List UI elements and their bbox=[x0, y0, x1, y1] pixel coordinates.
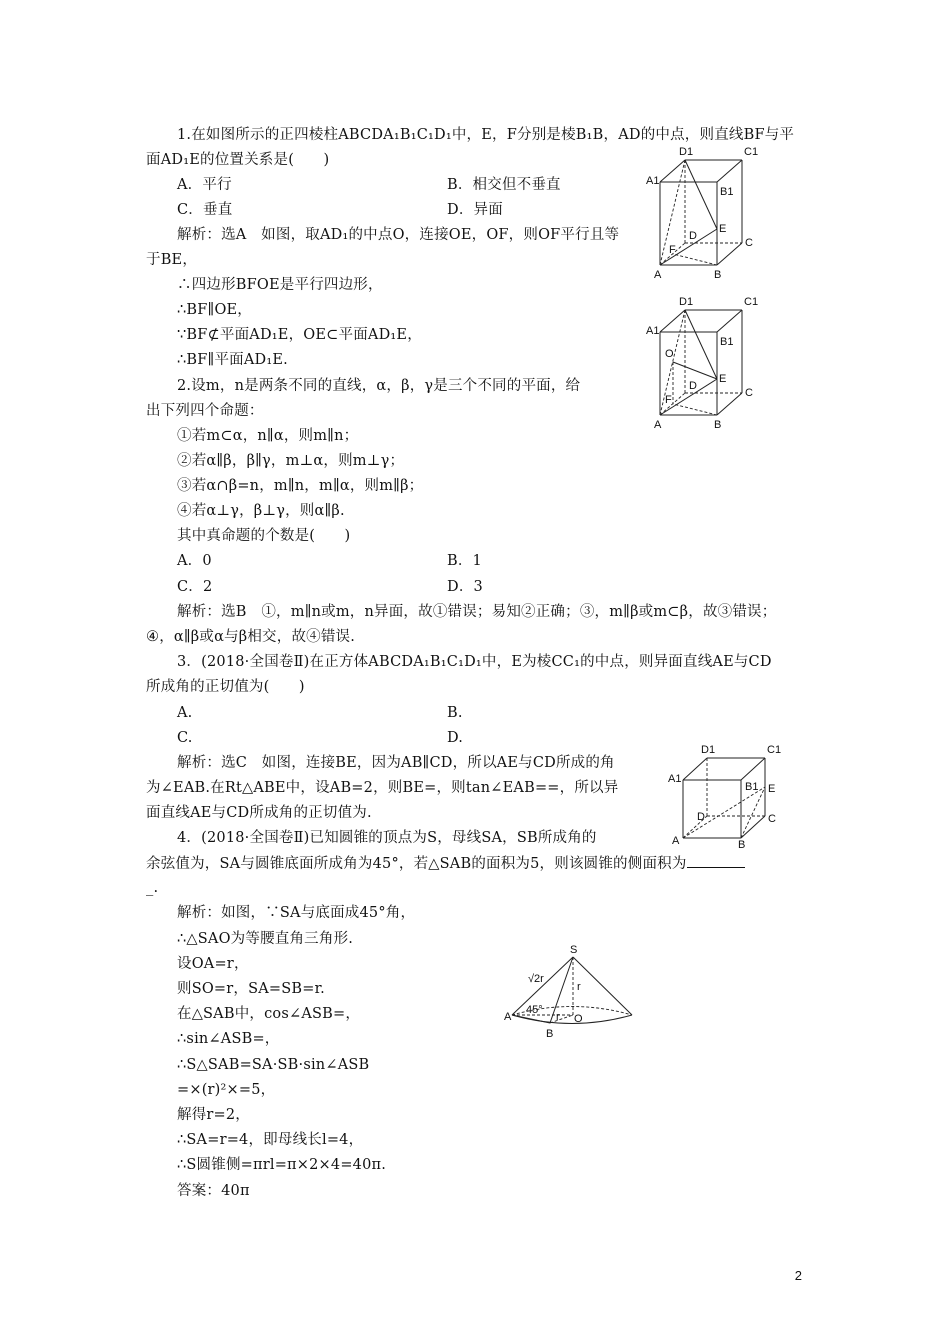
q1-option-a: A．平行 bbox=[177, 177, 232, 193]
q1-line2: 面AD₁E的位置关系是( ) bbox=[146, 152, 330, 168]
q3-option-a: A. bbox=[177, 705, 193, 721]
q4-solution-line10: ∴SA=r=4，即母线长l=4， bbox=[177, 1132, 364, 1148]
label-e: E bbox=[719, 373, 727, 385]
label-sa-length: √2r bbox=[528, 973, 544, 985]
q3-option-b: B. bbox=[447, 705, 463, 721]
label-a1: A1 bbox=[646, 175, 660, 187]
q4-line2 bbox=[146, 853, 745, 874]
prism-figure-2 bbox=[645, 290, 795, 435]
label-b1: B1 bbox=[720, 336, 734, 348]
label-c: C bbox=[745, 237, 753, 249]
page-number: 2 bbox=[794, 1268, 802, 1283]
q4-solution-line2: ∴△SAO为等腰直角三角形. bbox=[177, 931, 354, 947]
q1-option-b: B．相交但不垂直 bbox=[447, 177, 561, 193]
q2-option-b: B．1 bbox=[447, 553, 482, 569]
q3-solution-line1: 解析：选C 如图，连接BE，因为AB∥CD，所以AE与CD所成的角 bbox=[177, 755, 615, 771]
label-a: A bbox=[672, 835, 680, 847]
q2-question: 其中真命题的个数是( ) bbox=[177, 528, 351, 544]
label-oa-length: r bbox=[556, 1011, 560, 1023]
q2-prop1: ①若m⊂α，n∥α，则m∥n； bbox=[177, 428, 359, 444]
label-c1: C1 bbox=[767, 744, 782, 756]
q2-prop3: ③若α∩β=n，m∥n，m∥α，则m∥β； bbox=[177, 478, 424, 494]
label-c1: C1 bbox=[744, 146, 759, 158]
label-f: F bbox=[665, 394, 672, 406]
q1-line1: 1.在如图所示的正四棱柱ABCDA₁B₁C₁D₁中，E，F分别是棱B₁B，AD的中点，则直线BF与平 bbox=[177, 127, 795, 143]
q2-line1: 2.设m，n是两条不同的直线，α，β，γ是三个不同的平面，给 bbox=[177, 378, 581, 394]
q1-option-c: C．垂直 bbox=[177, 202, 233, 218]
label-b1: B1 bbox=[720, 186, 734, 198]
cone-figure bbox=[500, 940, 640, 1040]
q2-option-a: A．0 bbox=[177, 553, 212, 569]
label-a: A bbox=[504, 1011, 512, 1023]
label-e: E bbox=[719, 223, 727, 235]
label-d: D bbox=[689, 380, 697, 392]
label-f: F bbox=[669, 244, 676, 256]
q4-line3: _. bbox=[146, 880, 159, 896]
q2-option-c: C．2 bbox=[177, 579, 213, 595]
q4-solution-line5: 在△SAB中，cos∠ASB=， bbox=[177, 1006, 361, 1022]
label-o: O bbox=[574, 1013, 583, 1025]
q3-line2: 所成角的正切值为( ) bbox=[146, 679, 305, 695]
q1-solution-line6: ∴BF∥平面AD₁E. bbox=[177, 352, 288, 368]
answer-blank bbox=[687, 853, 745, 868]
label-c: C bbox=[768, 813, 776, 825]
q3-option-c: C. bbox=[177, 730, 193, 746]
q1-option-d: D．异面 bbox=[447, 202, 503, 218]
q4-solution-line1: 解析：如图，∵SA与底面成45°角， bbox=[177, 905, 416, 921]
label-s: S bbox=[570, 944, 578, 956]
q4-line2-text: 余弦值为，SA与圆锥底面所成角为45°，若△SAB的面积为5，则该圆锥的侧面积为 bbox=[146, 856, 687, 872]
prism-figure-1 bbox=[645, 140, 795, 285]
q2-solution-line2: ④，α∥β或α与β相交，故④错误. bbox=[146, 629, 356, 645]
q4-solution-line9: 解得r=2， bbox=[177, 1107, 251, 1123]
label-d1: D1 bbox=[701, 744, 716, 756]
label-b: B bbox=[546, 1028, 554, 1040]
q3-line1: 3．(2018·全国卷Ⅱ)在正方体ABCDA₁B₁C₁D₁中，E为棱CC₁的中点，则异面直线AE与CD bbox=[177, 654, 772, 670]
label-b: B bbox=[714, 269, 722, 281]
q4-solution-line11: ∴S圆锥侧=πrl=π×2×4=40π. bbox=[177, 1157, 387, 1173]
q1-solution-line3: ∴四边形BFOE是平行四边形， bbox=[177, 277, 383, 293]
label-d1: D1 bbox=[679, 296, 694, 308]
label-o: O bbox=[665, 348, 674, 360]
label-e: E bbox=[768, 783, 776, 795]
q2-prop2: ②若α∥β，β∥γ，m⊥α，则m⊥γ； bbox=[177, 453, 405, 469]
label-d: D bbox=[689, 230, 697, 242]
label-so-length: r bbox=[577, 981, 581, 993]
label-a1: A1 bbox=[646, 325, 660, 337]
label-b: B bbox=[738, 839, 746, 851]
label-d1: D1 bbox=[679, 146, 694, 158]
q3-solution-line3: 面直线AE与CD所成角的正切值为. bbox=[146, 805, 372, 821]
q2-option-d: D．3 bbox=[447, 579, 483, 595]
q1-solution-line2: 于BE， bbox=[146, 252, 198, 268]
q4-solution-line4: 则SO=r，SA=SB=r. bbox=[177, 981, 325, 997]
label-a: A bbox=[654, 269, 662, 281]
q4-line1: 4．(2018·全国卷Ⅱ)已知圆锥的顶点为S，母线SA，SB所成角的 bbox=[177, 830, 597, 846]
q4-solution-line3: 设OA=r， bbox=[177, 956, 249, 972]
label-angle: 45° bbox=[526, 1004, 543, 1016]
q3-solution-line2: 为∠EAB.在Rt△ABE中，设AB=2，则BE=，则tan∠EAB==，所以异 bbox=[146, 780, 619, 796]
label-c: C bbox=[745, 387, 753, 399]
label-b: B bbox=[714, 419, 722, 431]
q4-solution-line7: ∴S△SAB=SA·SB·sin∠ASB bbox=[177, 1057, 370, 1073]
label-c1: C1 bbox=[744, 296, 759, 308]
cube-figure bbox=[665, 740, 790, 850]
q1-solution-line5: ∵BF⊄平面AD₁E，OE⊂平面AD₁E， bbox=[177, 327, 422, 343]
q4-answer: 答案：40π bbox=[177, 1183, 250, 1199]
q2-solution-line1: 解析：选B ①，m∥n或m，n异面，故①错误；易知②正确；③，m∥β或m⊂β，故③错误； bbox=[177, 604, 777, 620]
q4-solution-line8: =×(r)²×=5， bbox=[177, 1082, 276, 1098]
q2-prop4: ④若α⊥γ，β⊥γ，则α∥β. bbox=[177, 503, 345, 519]
q2-line2: 出下列四个命题： bbox=[146, 403, 264, 419]
label-a1: A1 bbox=[668, 773, 682, 785]
q1-solution-line1: 解析：选A 如图，取AD₁的中点O，连接OE，OF，则OF平行且等 bbox=[177, 227, 620, 243]
label-d: D bbox=[697, 811, 705, 823]
q1-solution-line4: ∴BF∥OE， bbox=[177, 302, 253, 318]
q3-option-d: D. bbox=[447, 730, 464, 746]
q4-solution-line6: ∴sin∠ASB=， bbox=[177, 1031, 280, 1047]
label-b1: B1 bbox=[745, 781, 759, 793]
label-a: A bbox=[654, 419, 662, 431]
